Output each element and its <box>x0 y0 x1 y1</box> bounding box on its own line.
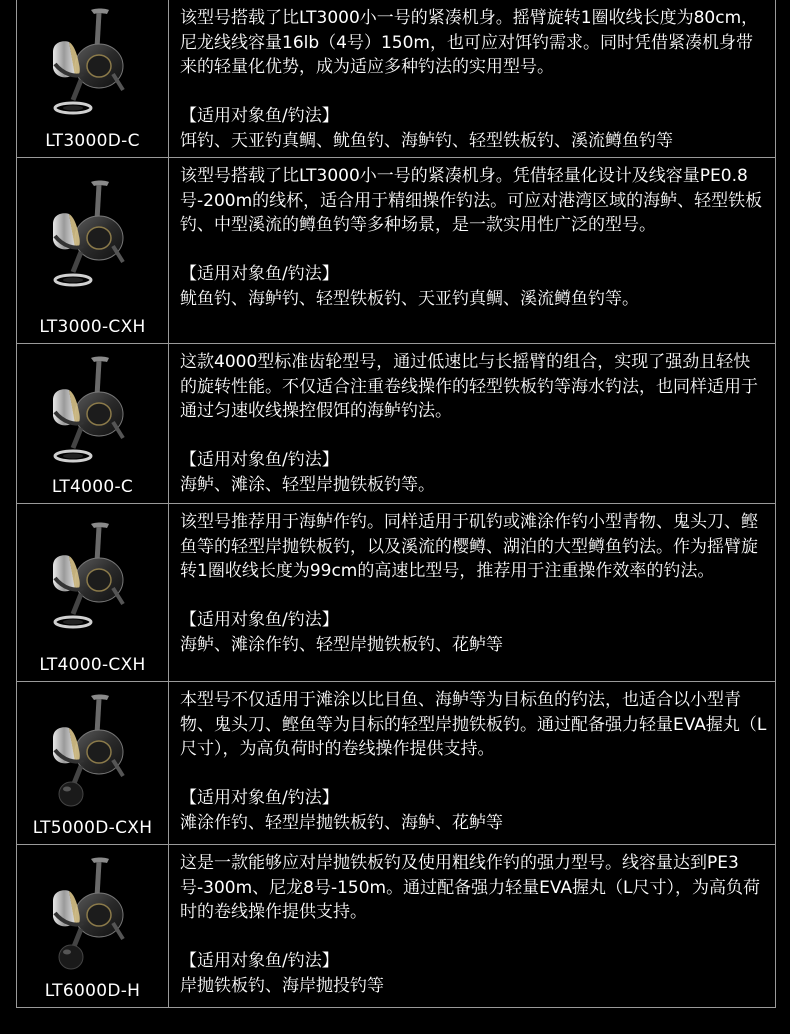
model-name: LT5000D-CXH <box>32 818 153 838</box>
description-cell <box>180 164 767 311</box>
model-name: LT6000D-H <box>44 981 141 1001</box>
reel-image <box>39 352 147 470</box>
description-cell <box>180 510 767 657</box>
model-description: 该型号推荐用于海鲈作钓。同样适用于矶钓或滩涂作钓小型青物、鬼头刀、鲣鱼等的轻型岸抛铁板钓，以及溪流的樱鳟、湖泊的大型鳟鱼钓法。作为摇臂旋转1圈收线长度为99cm的高速比型号，推荐用于注重操作效率的钓法。 <box>180 512 758 581</box>
table-row <box>17 157 775 344</box>
model-cell <box>17 158 169 343</box>
target-heading: 【适用对象鱼/钓法】 <box>180 610 339 630</box>
target-heading: 【适用对象鱼/钓法】 <box>180 951 339 971</box>
description-cell <box>180 688 767 835</box>
model-description: 这是一款能够应对岸抛铁板钓及使用粗线作钓的强力型号。线容量达到PE3号-300m、尼龙8号-150m。通过配备强力轻量EVA握丸（L尺寸），为高负荷时的卷线操作提供支持。 <box>180 853 760 922</box>
target-list: 岸抛铁板钓、海岸抛投钓等 <box>180 975 384 996</box>
model-name: LT4000-CXH <box>39 655 146 675</box>
reel-image <box>39 853 147 971</box>
target-heading: 【适用对象鱼/钓法】 <box>180 264 339 284</box>
reel-image <box>39 518 147 636</box>
model-cell <box>17 845 169 1007</box>
model-name: LT3000-CXH <box>39 317 146 337</box>
model-cell <box>17 0 169 157</box>
model-name: LT3000D-C <box>45 131 140 151</box>
model-name: LT4000-C <box>51 477 134 497</box>
model-description: 该型号搭载了比LT3000小一号的紧凑机身。摇臂旋转1圈收线长度为80cm，尼龙线线容量16lb（4号）150m，也可应对饵钓需求。同时凭借紧凑机身带来的轻量化优势，成为适应多种钓法的实用型号。 <box>180 8 759 77</box>
model-cell <box>17 344 169 503</box>
target-heading: 【适用对象鱼/钓法】 <box>180 450 339 470</box>
reel-image <box>39 4 147 122</box>
reel-image <box>39 176 147 294</box>
spec-table <box>16 0 776 1008</box>
table-row <box>17 844 775 1008</box>
table-row <box>17 343 775 504</box>
model-description: 本型号不仅适用于滩涂以比目鱼、海鲈等为目标鱼的钓法，也适合以小型青物、鬼头刀、鲣鱼等为目标的轻型岸抛铁板钓。通过配备强力轻量EVA握丸（L尺寸），为高负荷时的卷线操作提供支持。 <box>180 690 767 759</box>
table-row <box>17 0 775 158</box>
table-row <box>17 681 775 845</box>
target-list: 海鲈、滩涂作钓、轻型岸抛铁板钓、花鲈等 <box>180 634 503 655</box>
model-description: 该型号搭载了比LT3000小一号的紧凑机身。凭借轻量化设计及线容量PE0.8号-200m的线杯，适合用于精细操作钓法。可应对港湾区域的海鲈、轻型铁板钓、中型溪流的鳟鱼钓等多种场景，是一款实用性广泛的型号。 <box>180 166 763 235</box>
target-heading: 【适用对象鱼/钓法】 <box>180 788 339 808</box>
target-list: 鱿鱼钓、海鲈钓、轻型铁板钓、天亚钓真鲷、溪流鳟鱼钓等。 <box>180 288 639 309</box>
description-cell <box>180 350 767 497</box>
model-cell <box>17 682 169 844</box>
target-heading: 【适用对象鱼/钓法】 <box>180 106 339 126</box>
description-cell <box>180 851 767 998</box>
model-cell <box>17 504 169 681</box>
target-list: 饵钓、天亚钓真鲷、鱿鱼钓、海鲈钓、轻型铁板钓、溪流鳟鱼钓等 <box>180 130 673 151</box>
table-row <box>17 503 775 682</box>
description-cell <box>180 6 767 153</box>
target-list: 海鲈、滩涂、轻型岸抛铁板钓等。 <box>180 474 435 495</box>
target-list: 滩涂作钓、轻型岸抛铁板钓、海鲈、花鲈等 <box>180 812 503 833</box>
model-description: 这款4000型标准齿轮型号，通过低速比与长摇臂的组合，实现了强劲且轻快的旋转性能。不仅适合注重卷线操作的轻型铁板钓等海水钓法，也同样适用于通过匀速收线操控假饵的海鲈钓法。 <box>180 352 758 421</box>
reel-image <box>39 690 147 808</box>
